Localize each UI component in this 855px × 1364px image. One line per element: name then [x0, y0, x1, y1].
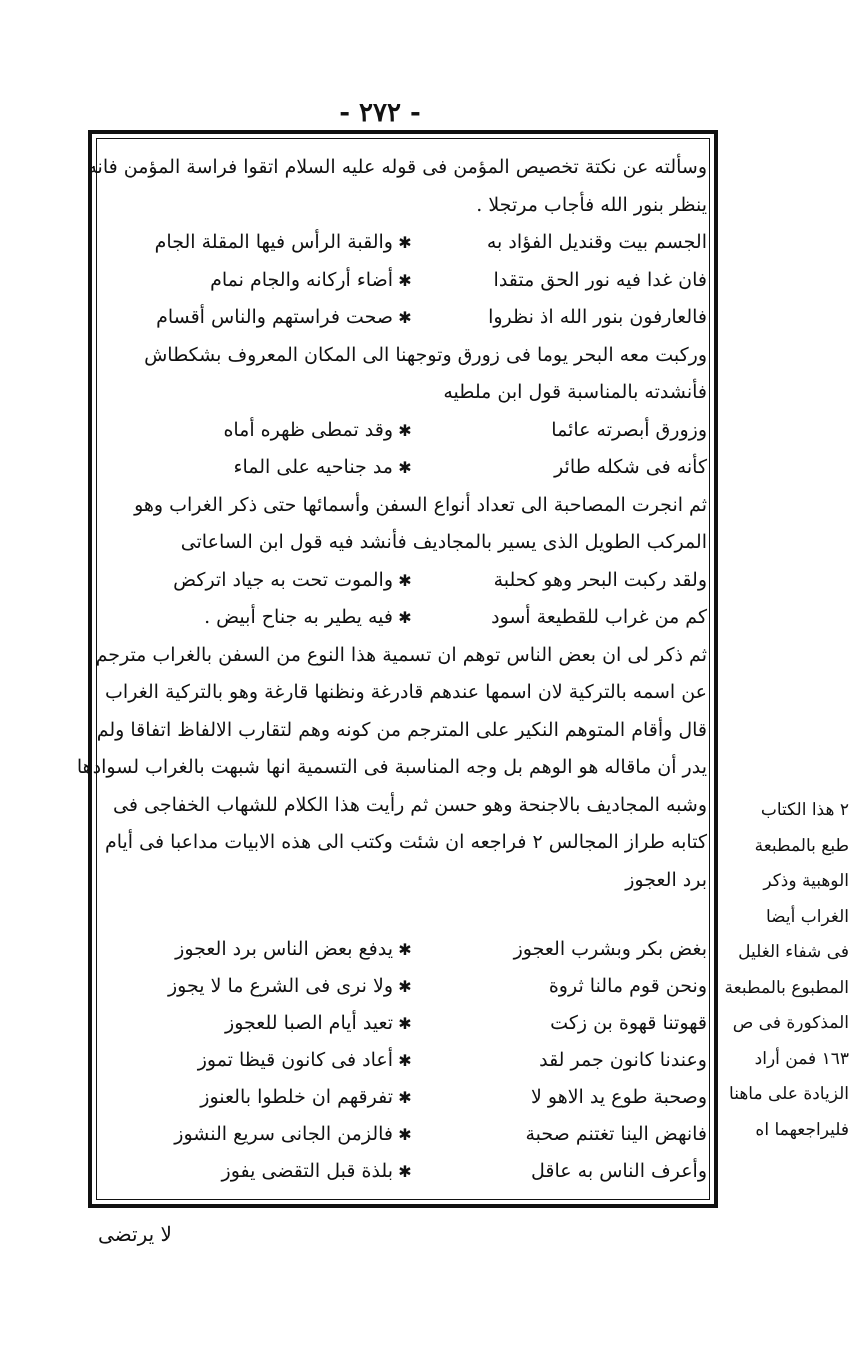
verse-separator-icon: ✱: [398, 608, 412, 627]
margin-note-line: الوهبية وذكر: [763, 871, 849, 891]
verse-first-hemistich: ونحن قوم مالنا ثروة: [548, 975, 707, 997]
verse-line: [107, 1125, 707, 1144]
verse-line: [107, 418, 707, 441]
verse-second-hemistich: تفرقهم ان خلطوا بالعنوز: [200, 1086, 393, 1108]
verse-second-hemistich: يدفع بعض الناس برد العجوز: [175, 938, 393, 960]
verse-first-hemistich: فالعارفون بنور الله اذ نظروا: [488, 306, 707, 328]
verse-first-hemistich: فانهض الينا تغتنم صحبة: [525, 1123, 707, 1145]
prose-line: ثم ذكر لى ان بعض الناس توهم ان تسمية هذا النوع من السفن بالغراب مترجم: [95, 643, 707, 666]
margin-note-line: المذكورة فى ص: [732, 1013, 849, 1033]
prose-line: برد العجوز: [625, 868, 707, 891]
verse-second-hemistich: فالزمن الجانى سريع النشوز: [174, 1123, 393, 1145]
verse-second-hemistich: والموت تحت به جياد اتركض: [173, 568, 393, 591]
margin-note-line: الزيادة على ماهنا: [729, 1084, 849, 1104]
catchword: لا يرتضى: [98, 1222, 172, 1246]
verse-separator-icon: ✱: [398, 233, 412, 252]
prose-line: ثم انجرت المصاحبة الى تعداد أنواع السفن وأسمائها حتى ذكر الغراب وهو: [134, 493, 707, 516]
verse-line: [107, 458, 707, 477]
verse-separator-icon: ✱: [398, 977, 412, 996]
prose-line: وشبه المجاديف بالاجنحة وهو حسن ثم رأيت هذا الكلام للشهاب الخفاجى فى: [113, 793, 707, 816]
verse-separator-icon: ✱: [398, 1162, 412, 1181]
verse-line: [107, 977, 707, 996]
verse-line: [107, 1051, 707, 1070]
prose-line: عن اسمه بالتركية لان اسمها عندهم قادرغة ونظنها قارغة وهو بالتركية الغراب: [105, 681, 707, 703]
verse-second-hemistich: تعيد أيام الصبا للعجوز: [225, 1012, 393, 1034]
verse-first-hemistich: كم من غراب للقطيعة أسود: [491, 606, 707, 628]
verse-second-hemistich: صحت فراستهم والناس أقسام: [156, 306, 393, 328]
margin-note-line: ٢ هذا الكتاب: [760, 800, 849, 820]
verse-separator-icon: ✱: [398, 1051, 412, 1070]
verse-first-hemistich: وعندنا كانون جمر لقد: [539, 1049, 707, 1071]
verse-first-hemistich: قهوتنا قهوة بن زكت: [550, 1012, 707, 1034]
verse-separator-icon: ✱: [398, 420, 412, 440]
verse-second-hemistich: والقبة الرأس فيها المقلة الجام: [154, 231, 393, 253]
margin-note-line: طبع بالمطبعة: [754, 835, 849, 856]
prose-line: فأنشدته بالمناسبة قول ابن ملطيه: [443, 381, 707, 403]
verse-second-hemistich: وقد تمطى ظهره أماه: [223, 418, 393, 441]
verse-separator-icon: ✱: [398, 1125, 412, 1144]
prose-line: وسألته عن نكتة تخصيص المؤمن فى قوله عليه السلام اتقوا فراسة المؤمن فانه: [87, 156, 707, 178]
verse-separator-icon: ✱: [398, 1088, 412, 1107]
verse-line: [107, 608, 707, 627]
verse-first-hemistich: ولقد ركبت البحر وهو كحلبة: [493, 568, 707, 591]
prose-line: وركبت معه البحر يوما فى زورق وتوجهنا الى المكان المعروف بشكطاش: [144, 343, 707, 366]
verse-separator-icon: ✱: [398, 270, 412, 290]
verse-first-hemistich: فان غدا فيه نور الحق متقدا: [493, 268, 707, 291]
verse-first-hemistich: وأعرف الناس به عاقل: [531, 1160, 707, 1182]
margin-note-line: ١٦٣ فمن أراد: [754, 1048, 849, 1069]
verse-second-hemistich: أعاد فى كانون قيظا تموز: [197, 1049, 393, 1071]
page-number: - ٢٧٢ -: [339, 98, 421, 128]
verse-first-hemistich: بغض بكر وبشرب العجوز: [513, 938, 707, 960]
verse-line: [107, 1088, 707, 1107]
margin-note-line: الغراب أيضا: [766, 906, 849, 927]
margin-note-line: فليراجعهما اه: [755, 1119, 849, 1140]
verse-separator-icon: ✱: [398, 1014, 412, 1033]
page-frame-inner: [76, 138, 710, 1200]
verse-line: [107, 308, 707, 327]
verse-second-hemistich: مد جناحيه على الماء: [233, 456, 393, 478]
verse-line: [107, 268, 707, 291]
prose-line: المركب الطويل الذى يسير بالمجاديف فأنشد فيه قول ابن الساعاتى: [180, 531, 707, 553]
verse-first-hemistich: وصحبة طوع يد الاهو لا: [531, 1086, 707, 1108]
verse-line: [107, 940, 707, 959]
verse-line: [107, 233, 707, 252]
verse-separator-icon: ✱: [398, 458, 412, 477]
verse-line: [107, 1162, 707, 1181]
prose-line: ينظر بنور الله فأجاب مرتجلا .: [476, 193, 707, 216]
verse-second-hemistich: أضاء أركانه والجام نمام: [210, 268, 393, 291]
verse-first-hemistich: كأنه فى شكله طائر: [554, 456, 707, 478]
margin-note-line: فى شفاء الغليل: [738, 942, 849, 962]
verse-line: [107, 568, 707, 591]
prose-line: كتابه طراز المجالس ٢ فراجعه ان شئت وكتب الى هذه الابيات مداعبا فى أيام: [104, 831, 707, 853]
verse-second-hemistich: ولا نرى فى الشرع ما لا يجوز: [168, 975, 393, 997]
verse-line: [107, 1014, 707, 1033]
verse-second-hemistich: فيه يطير به جناح أبيض .: [204, 606, 393, 628]
margin-note-line: المطبوع بالمطبعة: [724, 977, 849, 998]
verse-first-hemistich: الجسم بيت وقنديل الفؤاد به: [486, 231, 707, 253]
prose-line: يدر أن ماقاله هو الوهم بل وجه المناسبة فى التسمية انها شبهت بالغراب لسوادها: [76, 756, 707, 778]
verse-first-hemistich: وزورق أبصرته عائما: [551, 418, 707, 441]
verse-separator-icon: ✱: [398, 308, 412, 327]
verse-separator-icon: ✱: [398, 570, 412, 590]
verse-second-hemistich: بلذة قبل التقضى يفوز: [221, 1160, 393, 1182]
prose-line: قال وأقام المتوهم النكير على المترجم من كونه وهم لتقارب الالفاظ اتفاقا ولم: [96, 718, 707, 741]
verse-separator-icon: ✱: [398, 940, 412, 959]
